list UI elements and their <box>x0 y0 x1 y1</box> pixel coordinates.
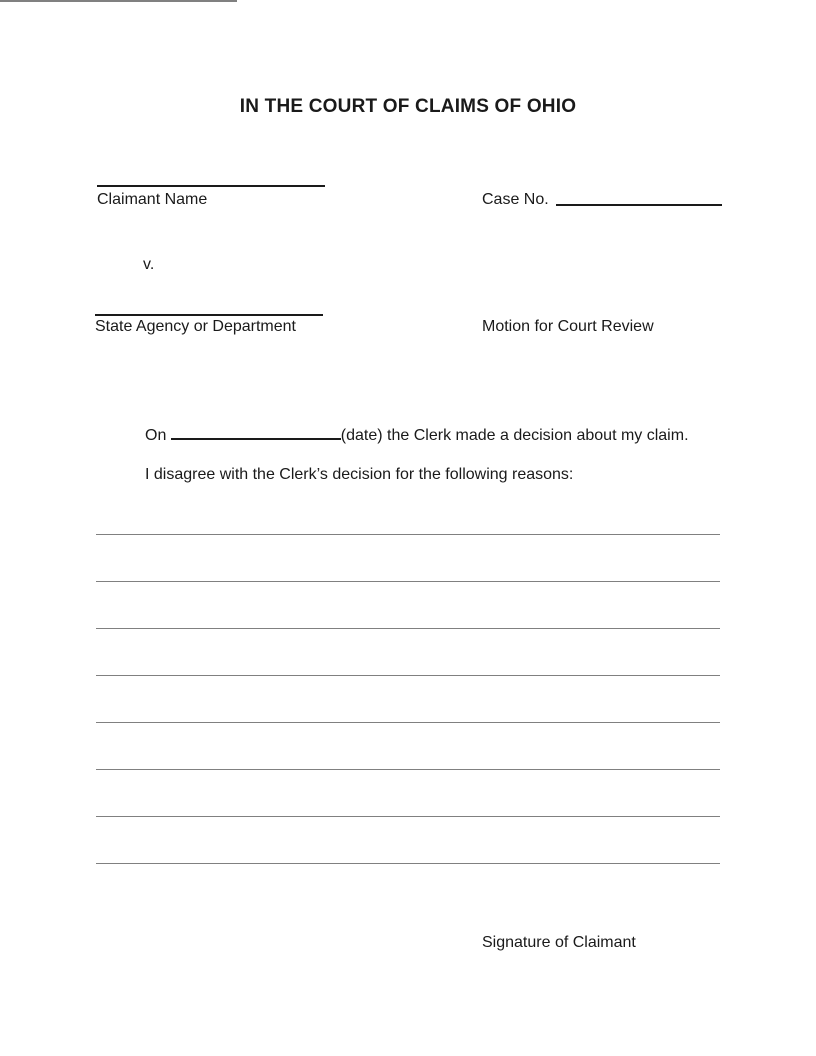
claimant-name-blank[interactable] <box>97 185 325 187</box>
reason-line-3[interactable] <box>96 628 720 629</box>
reason-line-1[interactable] <box>96 534 720 535</box>
reason-line-2[interactable] <box>96 581 720 582</box>
court-title: IN THE COURT OF CLAIMS OF OHIO <box>239 96 577 117</box>
reason-line-4[interactable] <box>96 675 720 676</box>
versus-label: v. <box>143 256 155 273</box>
case-no-label: Case No. <box>482 191 549 208</box>
signature-label: Signature of Claimant <box>482 934 636 951</box>
state-agency-label: State Agency or Department <box>95 318 296 335</box>
disagree-statement: I disagree with the Clerk’s decision for the following reasons: <box>145 466 574 483</box>
claimant-name-label: Claimant Name <box>97 191 208 208</box>
date-sentence <box>145 424 689 445</box>
state-agency-blank[interactable] <box>95 314 323 316</box>
motion-title: Motion for Court Review <box>482 318 654 335</box>
reason-line-6[interactable] <box>96 769 720 770</box>
reason-line-7[interactable] <box>96 816 720 817</box>
reason-line-5[interactable] <box>96 722 720 723</box>
on-prefix: On <box>145 427 167 444</box>
date-blank[interactable] <box>171 424 341 440</box>
signature-blank[interactable] <box>0 0 237 2</box>
after-date-text: (date) the Clerk made a decision about my claim. <box>340 427 689 444</box>
case-no-blank[interactable] <box>556 204 722 206</box>
reason-line-8[interactable] <box>96 863 720 864</box>
